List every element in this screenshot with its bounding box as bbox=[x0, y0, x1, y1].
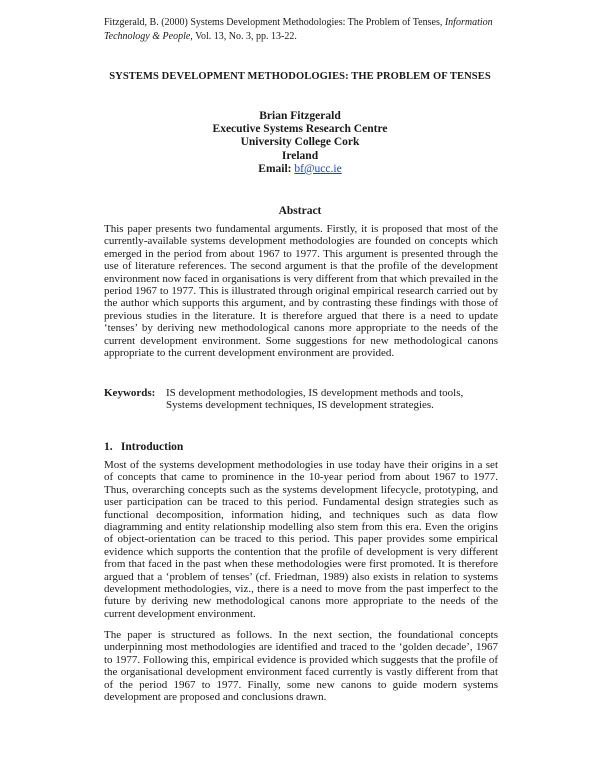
keywords-label: Keywords: bbox=[104, 387, 156, 399]
author-name: Brian Fitzgerald bbox=[259, 110, 341, 122]
email-label: Email: bbox=[258, 162, 292, 175]
introduction-paragraph-2: The paper is structured as follows. In the next section, the foundational concepts underpinning most methodologies are identified and traced to the ‘golden decade’, 1967 to 1977. Following this, empirical evidence is provided which suggests that the profile of the organisational development environment faced currently is vastly different from that of the period 1967 to 1977. Finally, some new canons to guide modern systems development are proposed and conclusions drawn. bbox=[104, 629, 498, 704]
abstract-text: This paper presents two fundamental arguments. Firstly, it is proposed that most of the currently-available systems development methodologies are founded on concepts which emerged in the period from about 1967 to 1977. This argument is presented through the use of literature references. The second argument is that the profile of the development environment now faced in organisations is very different from that which prevailed in the period 1967 to 1977. This is illustrated through original empirical research carried out by the author which supports this argument, and by contrasting these findings with those of previous studies in the literature. It is therefore argued that there is a need to update ‘tenses’ by deriving new methodological canons more appropriate to the needs of the current development environment. Some suggestions for new methodological canons appropriate to the current development environment are provided. bbox=[104, 223, 498, 360]
author-country: Ireland bbox=[281, 149, 319, 162]
citation-header bbox=[104, 16, 504, 43]
author-block bbox=[0, 110, 600, 176]
citation-text: Fitzgerald, B. (2000) Systems Development Methodologies: The Problem of Tenses, bbox=[104, 17, 445, 28]
section-number: 1. bbox=[104, 441, 113, 453]
author-institution: University College Cork bbox=[240, 136, 360, 149]
citation-details: , Vol. 13, No. 3, pp. 13-22. bbox=[190, 30, 297, 42]
introduction-paragraph-1: Most of the systems development methodologies in use today have their origins in a set of concepts that came to prominence in the 10-year period from about 1967 to 1977. Thus, overarching concepts such as the systems development lifecycle, prototyping, and user participation can be traced to this period. Fundamental design strategies such as functional decomposition, information hiding, and techniques such as data flow diagramming and entity relationship modelling also stem from this era. Even the origins of object-orientation can be traced to this period. This paper provides some empirical evidence which supports the contention that the profile of development is very different from that faced in the past when these methodologies were first promoted. It is therefore argued that a ‘problem of tenses’ (cf. Friedman, 1989) also exists in relation to systems development methodologies, viz., there is a need to move from the past imperfect to the future by deriving new methodological canons more appropriate to the needs of the current development environment. bbox=[104, 459, 498, 620]
citation-journal: Information Technology & People bbox=[104, 17, 493, 42]
abstract-heading: Abstract bbox=[278, 205, 322, 217]
paper-title: SYSTEMS DEVELOPMENT METHODOLOGIES: THE PROBLEM OF TENSES bbox=[109, 71, 491, 82]
author-email-line bbox=[0, 163, 600, 176]
keywords bbox=[104, 387, 498, 412]
email-link[interactable]: bf@ucc.ie bbox=[294, 162, 342, 175]
keywords-text: IS development methodologies, IS development methods and tools, Systems development techniques, IS development strategies. bbox=[166, 387, 464, 412]
section-heading-introduction bbox=[104, 441, 498, 453]
section-title: Introduction bbox=[120, 441, 184, 453]
author-affiliation: Executive Systems Research Centre bbox=[212, 123, 388, 136]
